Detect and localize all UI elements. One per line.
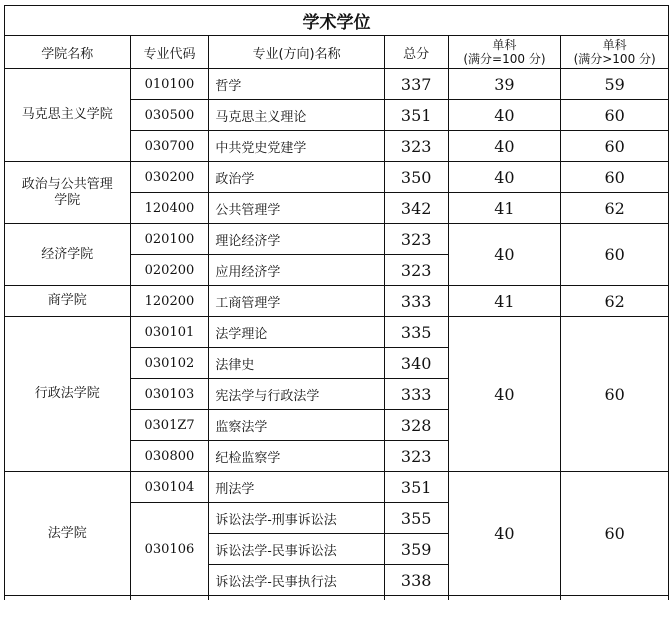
single-over-100-cell: 60 (561, 224, 669, 286)
section-title: 学术学位 (5, 6, 669, 36)
total-cell: 328 (384, 410, 448, 441)
table-row (5, 69, 669, 100)
admission-score-table (4, 5, 669, 600)
header-row (5, 36, 669, 69)
total-cell: 335 (384, 317, 448, 348)
table-row (5, 162, 669, 193)
single-100-cell: 40 (448, 224, 561, 286)
major-cell: 监察法学 (209, 410, 384, 441)
major-cell: 哲学 (209, 69, 384, 100)
code-cell: 010100 (130, 69, 209, 100)
code-cell: 030700 (130, 131, 209, 162)
total-cell: 359 (384, 534, 448, 565)
major-cell: 马克思主义理论 (209, 100, 384, 131)
total-cell: 333 (384, 379, 448, 410)
single-over-100-cell: 62 (561, 286, 669, 317)
major-cell: 诉讼法学-民事诉讼法 (209, 534, 384, 565)
code-cell: 030101 (130, 317, 209, 348)
major-cell: 工商管理学 (209, 286, 384, 317)
single-over-100-cell: 60 (561, 472, 669, 596)
college-cell: 马克思主义学院 (5, 69, 131, 162)
single-over-100-cell: 60 (561, 317, 669, 472)
single-over-100-cell: 60 (561, 131, 669, 162)
header-single-100: 单科 (满分=100 分) (448, 36, 561, 69)
major-cell: 宪法学与行政法学 (209, 379, 384, 410)
major-cell: 公共管理学 (209, 193, 384, 224)
major-cell: 诉讼法学-刑事诉讼法 (209, 503, 384, 534)
major-cell: 应用经济学 (209, 255, 384, 286)
major-cell: 纪检监察学 (209, 441, 384, 472)
table-row (5, 224, 669, 255)
header-single-over-100: 单科 (满分>100 分) (561, 36, 669, 69)
single-100-cell: 40 (448, 317, 561, 472)
header-college: 学院名称 (5, 36, 131, 69)
college-cell: 商学院 (5, 286, 131, 317)
total-cell: 350 (384, 162, 448, 193)
total-cell: 340 (384, 348, 448, 379)
code-cell: 120400 (130, 193, 209, 224)
code-cell: 020200 (130, 255, 209, 286)
major-cell: 中共党史党建学 (209, 131, 384, 162)
code-cell: 120200 (130, 286, 209, 317)
header-major: 专业(方向)名称 (209, 36, 384, 69)
table-row (5, 286, 669, 317)
code-cell: 030104 (130, 472, 209, 503)
college-cell: 政治与公共管理 学院 (5, 162, 131, 224)
total-cell: 337 (384, 69, 448, 100)
code-cell: 030500 (130, 100, 209, 131)
single-over-100-cell: 62 (561, 193, 669, 224)
college-cell: 法学院 (5, 472, 131, 596)
table-row (5, 317, 669, 348)
code-cell: 0301Z7 (130, 410, 209, 441)
major-cell: 刑法学 (209, 472, 384, 503)
single-over-100-cell: 60 (561, 162, 669, 193)
major-cell: 法律史 (209, 348, 384, 379)
total-cell: 323 (384, 441, 448, 472)
single-100-cell: 39 (448, 69, 561, 100)
code-cell: 020100 (130, 224, 209, 255)
total-cell: 323 (384, 131, 448, 162)
single-100-cell: 40 (448, 100, 561, 131)
total-cell: 342 (384, 193, 448, 224)
total-cell: 355 (384, 503, 448, 534)
header-total: 总分 (384, 36, 448, 69)
single-100-cell: 40 (448, 162, 561, 193)
single-100-cell: 41 (448, 193, 561, 224)
total-cell: 351 (384, 100, 448, 131)
table-continuation-row (5, 596, 669, 601)
single-100-cell: 41 (448, 286, 561, 317)
total-cell: 323 (384, 255, 448, 286)
code-cell: 030103 (130, 379, 209, 410)
major-cell: 政治学 (209, 162, 384, 193)
single-100-cell: 40 (448, 472, 561, 596)
total-cell: 351 (384, 472, 448, 503)
total-cell: 338 (384, 565, 448, 596)
section-title-row (5, 6, 669, 36)
single-over-100-cell: 59 (561, 69, 669, 100)
total-cell: 333 (384, 286, 448, 317)
total-cell: 323 (384, 224, 448, 255)
major-cell: 法学理论 (209, 317, 384, 348)
table-row (5, 472, 669, 503)
header-code: 专业代码 (130, 36, 209, 69)
code-cell: 030102 (130, 348, 209, 379)
code-cell: 030106 (130, 503, 209, 596)
major-cell: 诉讼法学-民事执行法 (209, 565, 384, 596)
major-cell: 理论经济学 (209, 224, 384, 255)
code-cell: 030800 (130, 441, 209, 472)
college-cell: 行政法学院 (5, 317, 131, 472)
single-over-100-cell: 60 (561, 100, 669, 131)
code-cell: 030200 (130, 162, 209, 193)
college-cell: 经济学院 (5, 224, 131, 286)
single-100-cell: 40 (448, 131, 561, 162)
